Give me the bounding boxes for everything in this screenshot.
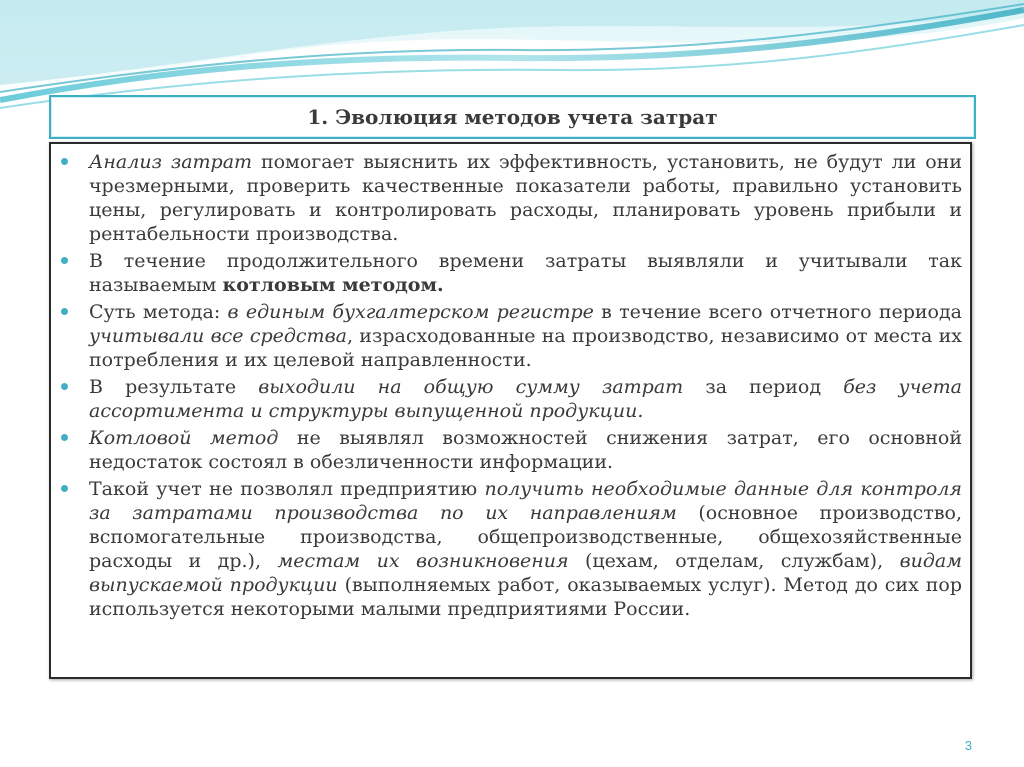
bullet-text-segment: без учета ассортимента и структуры выпущенной продукции. xyxy=(89,376,962,422)
bullet-dot-icon xyxy=(61,308,68,315)
bullet-text-segment: котловым методом. xyxy=(222,274,444,296)
bullet-text-segment: за период xyxy=(683,376,844,398)
bullet-item xyxy=(89,249,962,297)
bullet-item xyxy=(89,426,962,474)
bullet-text-segment: Суть метода: xyxy=(89,301,228,323)
bullet-text-segment: , израсходованные на производство, независимо от места их потребления и их целевой направленности. xyxy=(89,325,962,371)
bullet-text-segment: получить необходимые данные для контроля за затратами производства по их направлениям xyxy=(89,478,962,524)
bullet-text-segment: Котловой метод xyxy=(89,427,279,449)
page-number: 3 xyxy=(964,738,972,753)
bullet-item xyxy=(89,300,962,372)
bullet-text-segment: в единым бухгалтерском регистре xyxy=(227,301,594,323)
bullet-text-segment: Такой учет не позволял предприятию xyxy=(89,478,485,500)
bullet-dot-icon xyxy=(61,485,68,492)
content-box xyxy=(49,142,972,679)
bullet-text-segment: помогает выяснить их эффективность, установить, не будут ли они чрезмерными, проверить качественные показатели работы, правильно установить цены, регулировать и контролировать расходы, планировать уровень прибыли и рентабельности производства. xyxy=(89,151,962,245)
bullet-text-segment: не выявлял возможностей снижения затрат, его основной недостаток состоял в обезличенности информации. xyxy=(89,427,963,473)
bullet-text-segment: В течение продолжительного времени затраты выявляли и учитывали так называемым xyxy=(89,250,962,296)
bullet-item xyxy=(89,375,962,423)
bullet-item xyxy=(89,150,962,246)
bullet-dot-icon xyxy=(61,257,68,264)
bullet-list xyxy=(89,150,962,621)
bullet-text-segment: (цехам, отделам, службам), xyxy=(568,550,900,572)
bullet-text-segment: местам их возникновения xyxy=(277,550,569,572)
bullet-item xyxy=(89,477,962,621)
bullet-text-segment: (выполняемых работ, оказываемых услуг). Метод до сих пор используется некоторыми малыми предприятиями России. xyxy=(89,574,962,620)
bullet-dot-icon xyxy=(61,158,68,165)
bullet-text-segment: в течение всего отчетного периода xyxy=(593,301,963,323)
bullet-dot-icon xyxy=(61,434,68,441)
bullet-text-segment: выходили на общую сумму затрат xyxy=(258,376,684,398)
bullet-text-segment: Анализ затрат xyxy=(89,151,253,173)
title-box xyxy=(49,95,976,139)
bullet-text-segment: (основное производство, вспомогательные производства, общепроизводственные, общехозяйственные расходы и др.), xyxy=(89,502,963,572)
bullet-text-segment: видам выпускаемой продукции xyxy=(89,550,962,596)
bullet-text-segment: В результате xyxy=(89,376,259,398)
slide-title: 1. Эволюция методов учета затрат xyxy=(307,105,718,129)
bullet-text-segment: учитывали все средства xyxy=(89,325,347,347)
bullet-dot-icon xyxy=(61,383,68,390)
